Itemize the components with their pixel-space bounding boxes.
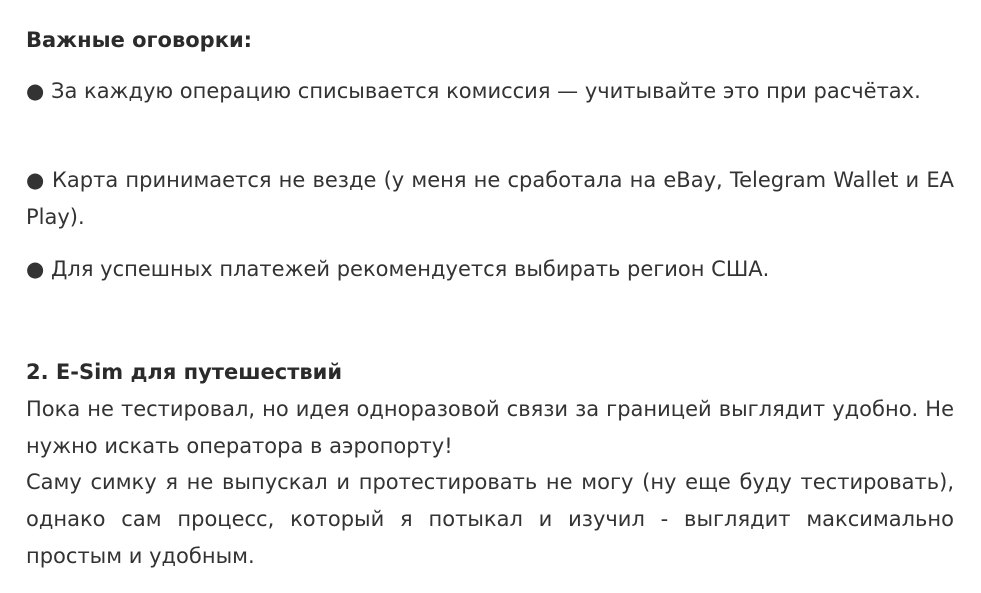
bullet-item-commission: ● За каждую операцию списывается комиссия — учитывайте это при расчётах. [26, 79, 921, 103]
paragraph-esim-process: Саму симку я не выпускал и протестировать не могу (ну еще буду тестировать), однако сам процесс, который я потыкал и изучил - выглядит максимально простым и удобным. [26, 470, 954, 568]
section-heading-esim: 2. E-Sim для путешествий [26, 360, 343, 384]
section-heading-caveats: Важные оговорки: [26, 28, 253, 52]
bullet-item-card-acceptance: ● Карта принимается не везде (у меня не сработала на eBay, Telegram Wallet и EA Play). [26, 168, 954, 229]
bullet-item-region: ● Для успешных платежей рекомендуется выбирать регион США. [26, 257, 770, 281]
paragraph-esim-idea: Пока не тестировал, но идея одноразовой связи за границей выглядит удобно. Не нужно искать оператора в аэропорту! [26, 397, 954, 458]
